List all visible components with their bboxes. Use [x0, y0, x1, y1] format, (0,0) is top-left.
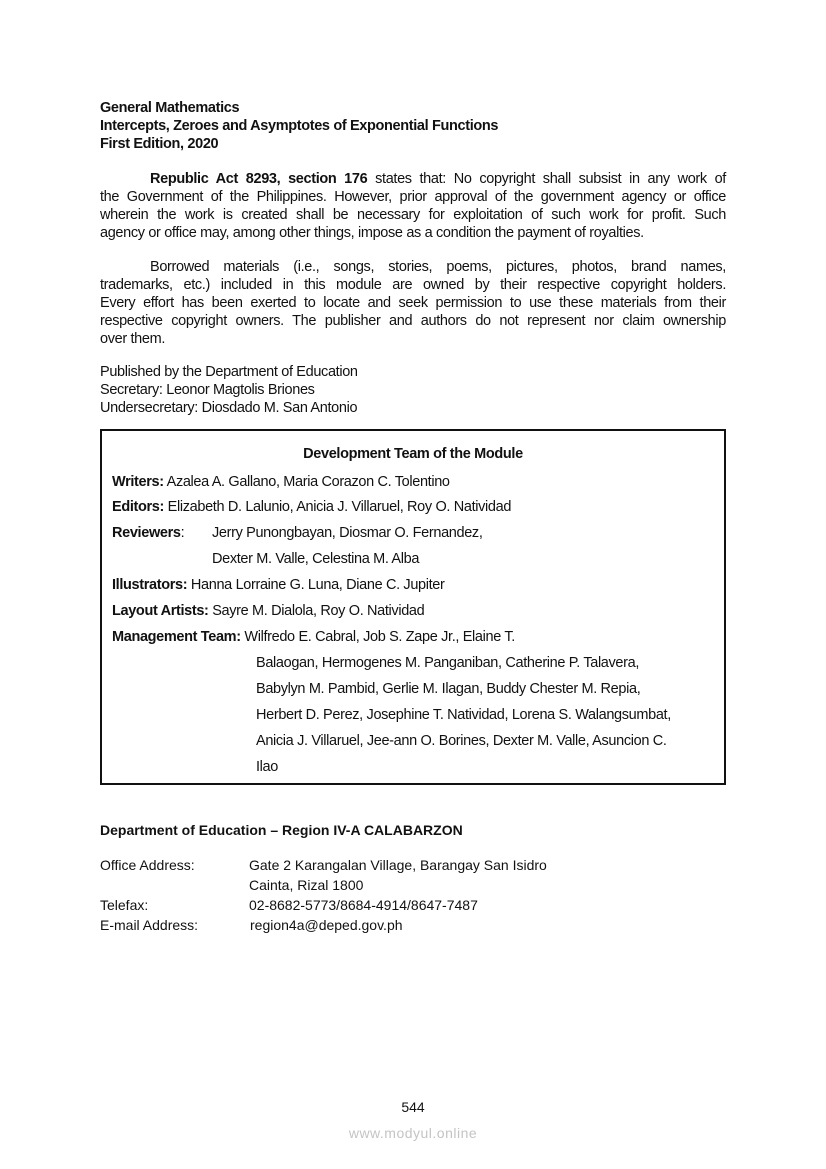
page-number: 544 — [401, 1099, 425, 1115]
borrowed-materials-paragraph: Borrowed materials (i.e., songs, stories, poems, pictures, photos, brand names, trademarks, etc.) included in this module are owned by their respective copyright holders. Every effort has been exerted to locate and seek permission to use these materials from their respective copyright owners. The publisher and authors do not represent nor claim ownership over them. — [100, 259, 726, 347]
email-row: E-mail Address: region4a@deped.gov.ph — [100, 917, 403, 933]
region-office-info: Department of Education – Region IV-A CALABARZON Office Address: Gate 2 Karangalan Village, Barangay San Isidro Cainta, Rizal 1800 Telefax: 02-8682-5773/8684-4914/8647-7487 E-mail Address: region4a@deped.gov.ph — [100, 820, 726, 940]
editors-row: Editors: Elizabeth D. Lalunio, Anicia J. Villaruel, Roy O. Natividad — [112, 499, 512, 515]
layout-artists-row: Layout Artists: Sayre M. Dialola, Roy O. Natividad — [112, 603, 425, 619]
publisher-info: Published by the Department of Education Secretary: Leonor Magtolis Briones Undersecretary: Diosdado M. San Antonio — [100, 364, 358, 416]
telefax-row: Telefax: 02-8682-5773/8684-4914/8647-7487 — [100, 897, 478, 913]
module-title: Intercepts, Zeroes and Asymptotes of Exponential Functions — [100, 118, 499, 134]
subject: General Mathematics — [100, 100, 240, 116]
illustrators-row: Illustrators: Hanna Lorraine G. Luna, Diane C. Jupiter — [112, 577, 445, 593]
watermark: www.modyul.online — [348, 1125, 478, 1141]
region-heading: Department of Education – Region IV-A CALABARZON — [100, 822, 463, 838]
law-reference: Republic Act 8293, section 176 — [150, 171, 368, 187]
development-team-box: Development Team of the Module Writers: Azalea A. Gallano, Maria Corazon C. Tolentino Editors: Elizabeth D. Lalunio, Anicia J. Villaruel, Roy O. Natividad Reviewers: Jerry Punongbayan, Diosmar O. Fernandez, Dexter M. Valle, Celestina M. Alba Illustrators: Hanna Lorraine G. Luna, Diane C. Jupiter Layout Artists: Sayre M. Dialola, Roy O. Natividad Management Team: Wilfredo E. Cabral, Job S. Zape Jr., Elaine T. Balaogan, Hermogenes M. Panganiban, Catherine P. Talavera, Babylyn M. Pambid, Gerlie M. Ilagan, Buddy Chester M. Repia, Herbert D. Perez, Josephine T. Natividad, Lorena S. Walangsumbat, Anicia J. Villaruel, Jee-ann O. Borines, Dexter M. Valle, Asuncion C. Ilao — [100, 429, 726, 785]
copyright-paragraph: Republic Act 8293, section 176 states that: No copyright shall subsist in any work of the Government of the Philippines. However, prior approval of the government agency or office wherein the work is created shall be necessary for exploitation of such work for profit. Such agency or office may, among other things, impose as a condition the payment of royalties. — [100, 171, 726, 241]
document-header — [100, 99, 726, 153]
team-heading: Development Team of the Module — [303, 446, 523, 462]
management-row: Management Team: Wilfredo E. Cabral, Job S. Zape Jr., Elaine T. — [112, 629, 515, 645]
office-address-row: Office Address: Gate 2 Karangalan Village, Barangay San Isidro — [100, 857, 547, 873]
reviewers-row: Reviewers: — [112, 525, 185, 541]
writers-row: Writers: Azalea A. Gallano, Maria Corazon C. Tolentino — [112, 474, 450, 490]
edition: First Edition, 2020 — [100, 136, 219, 152]
